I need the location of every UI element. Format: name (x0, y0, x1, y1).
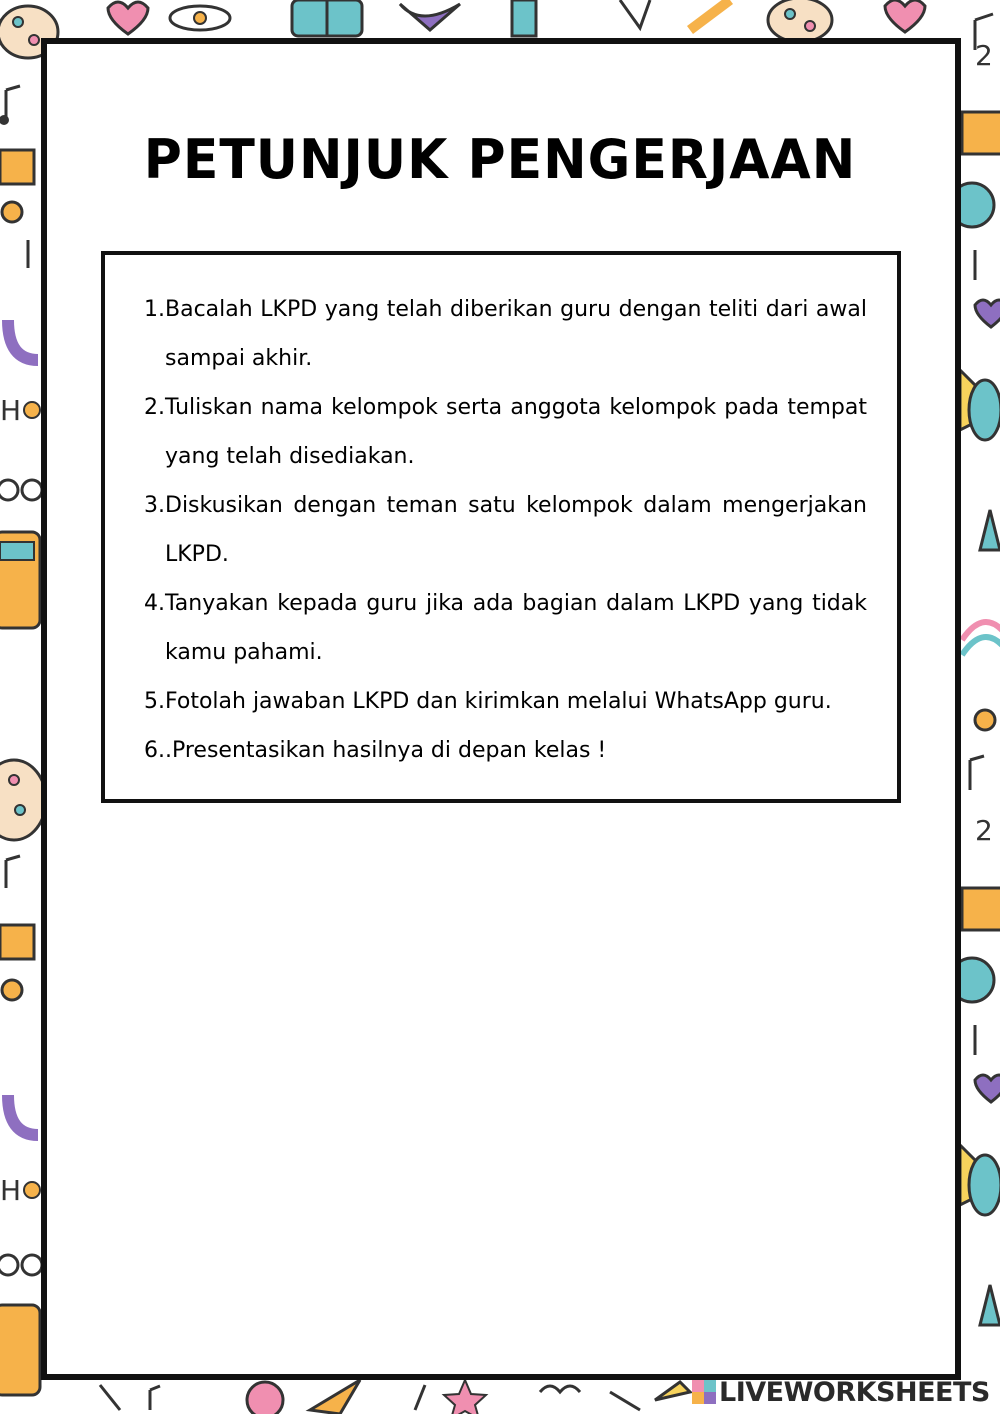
calculator-icon (0, 1305, 40, 1395)
smiley-icon (247, 1382, 283, 1414)
glasses-icon (0, 1255, 42, 1275)
svg-text:2: 2 (975, 39, 993, 72)
liveworksheets-logo-icon (692, 1380, 716, 1404)
instruction-text: Diskusikan dengan teman satu kelompok dalam mengerjakan LKPD. (165, 493, 867, 567)
atom-icon (960, 370, 1000, 440)
ruler-icon (512, 0, 536, 36)
magnet-icon (8, 1095, 38, 1135)
liveworksheets-watermark[interactable] (692, 1372, 990, 1412)
instructions-list (137, 285, 867, 775)
instruction-item-2 (137, 383, 867, 481)
atom-icon (170, 6, 230, 30)
instruction-text: Bacalah LKPD yang telah diberikan guru dengan teliti dari awal sampai akhir. (165, 297, 867, 371)
heart-icon (975, 1075, 1000, 1102)
instruction-item-5 (137, 677, 867, 726)
instruction-number: 6. (144, 738, 165, 763)
svg-text:H: H (0, 1174, 22, 1207)
calculator-icon (0, 532, 40, 628)
instruction-text: Tanyakan kepada guru jika ada bagian dalam LKPD yang tidak kamu pahami. (165, 591, 867, 665)
paper-plane-icon (620, 0, 730, 30)
instruction-number: 5. (144, 689, 165, 714)
paper-plane-icon (310, 1380, 360, 1414)
instruction-text: Fotolah jawaban LKPD dan kirimkan melalui WhatsApp guru. (165, 689, 832, 714)
svg-text:2: 2 (975, 814, 993, 847)
palette-icon (768, 0, 832, 42)
heart-icon (975, 300, 1000, 327)
magnet-icon (8, 320, 38, 360)
star-icon (444, 1380, 486, 1414)
instruction-text: Tuliskan nama kelompok serta anggota kelompok pada tempat yang telah disediakan. (165, 395, 867, 469)
box-icon (962, 888, 1000, 930)
page-title: PETUNJUK PENGERJAAN (143, 128, 857, 192)
book-icon (292, 0, 362, 36)
ruler-icon (0, 925, 34, 959)
instruction-number: 4. (144, 591, 165, 616)
instruction-item-1 (137, 285, 867, 383)
heart-icon (885, 0, 925, 32)
instructions-box (101, 251, 901, 803)
instruction-text: .Presentasikan hasilnya di depan kelas ! (165, 738, 607, 763)
instruction-item-4 (137, 579, 867, 677)
instruction-item-6 (137, 726, 867, 775)
instruction-item-3 (137, 481, 867, 579)
heart-icon (108, 2, 148, 34)
music-note-icon (0, 86, 20, 125)
atom-icon (960, 1145, 1000, 1215)
instruction-number: 1. (144, 297, 165, 322)
instruction-number: 2. (144, 395, 165, 420)
instruction-number: 3. (144, 493, 165, 518)
watermark-text: LIVEWORKSHEETS (719, 1376, 990, 1408)
svg-text:H: H (0, 394, 22, 427)
heart-icon (400, 4, 460, 30)
glasses-icon (0, 480, 42, 500)
palette-icon (0, 760, 46, 840)
